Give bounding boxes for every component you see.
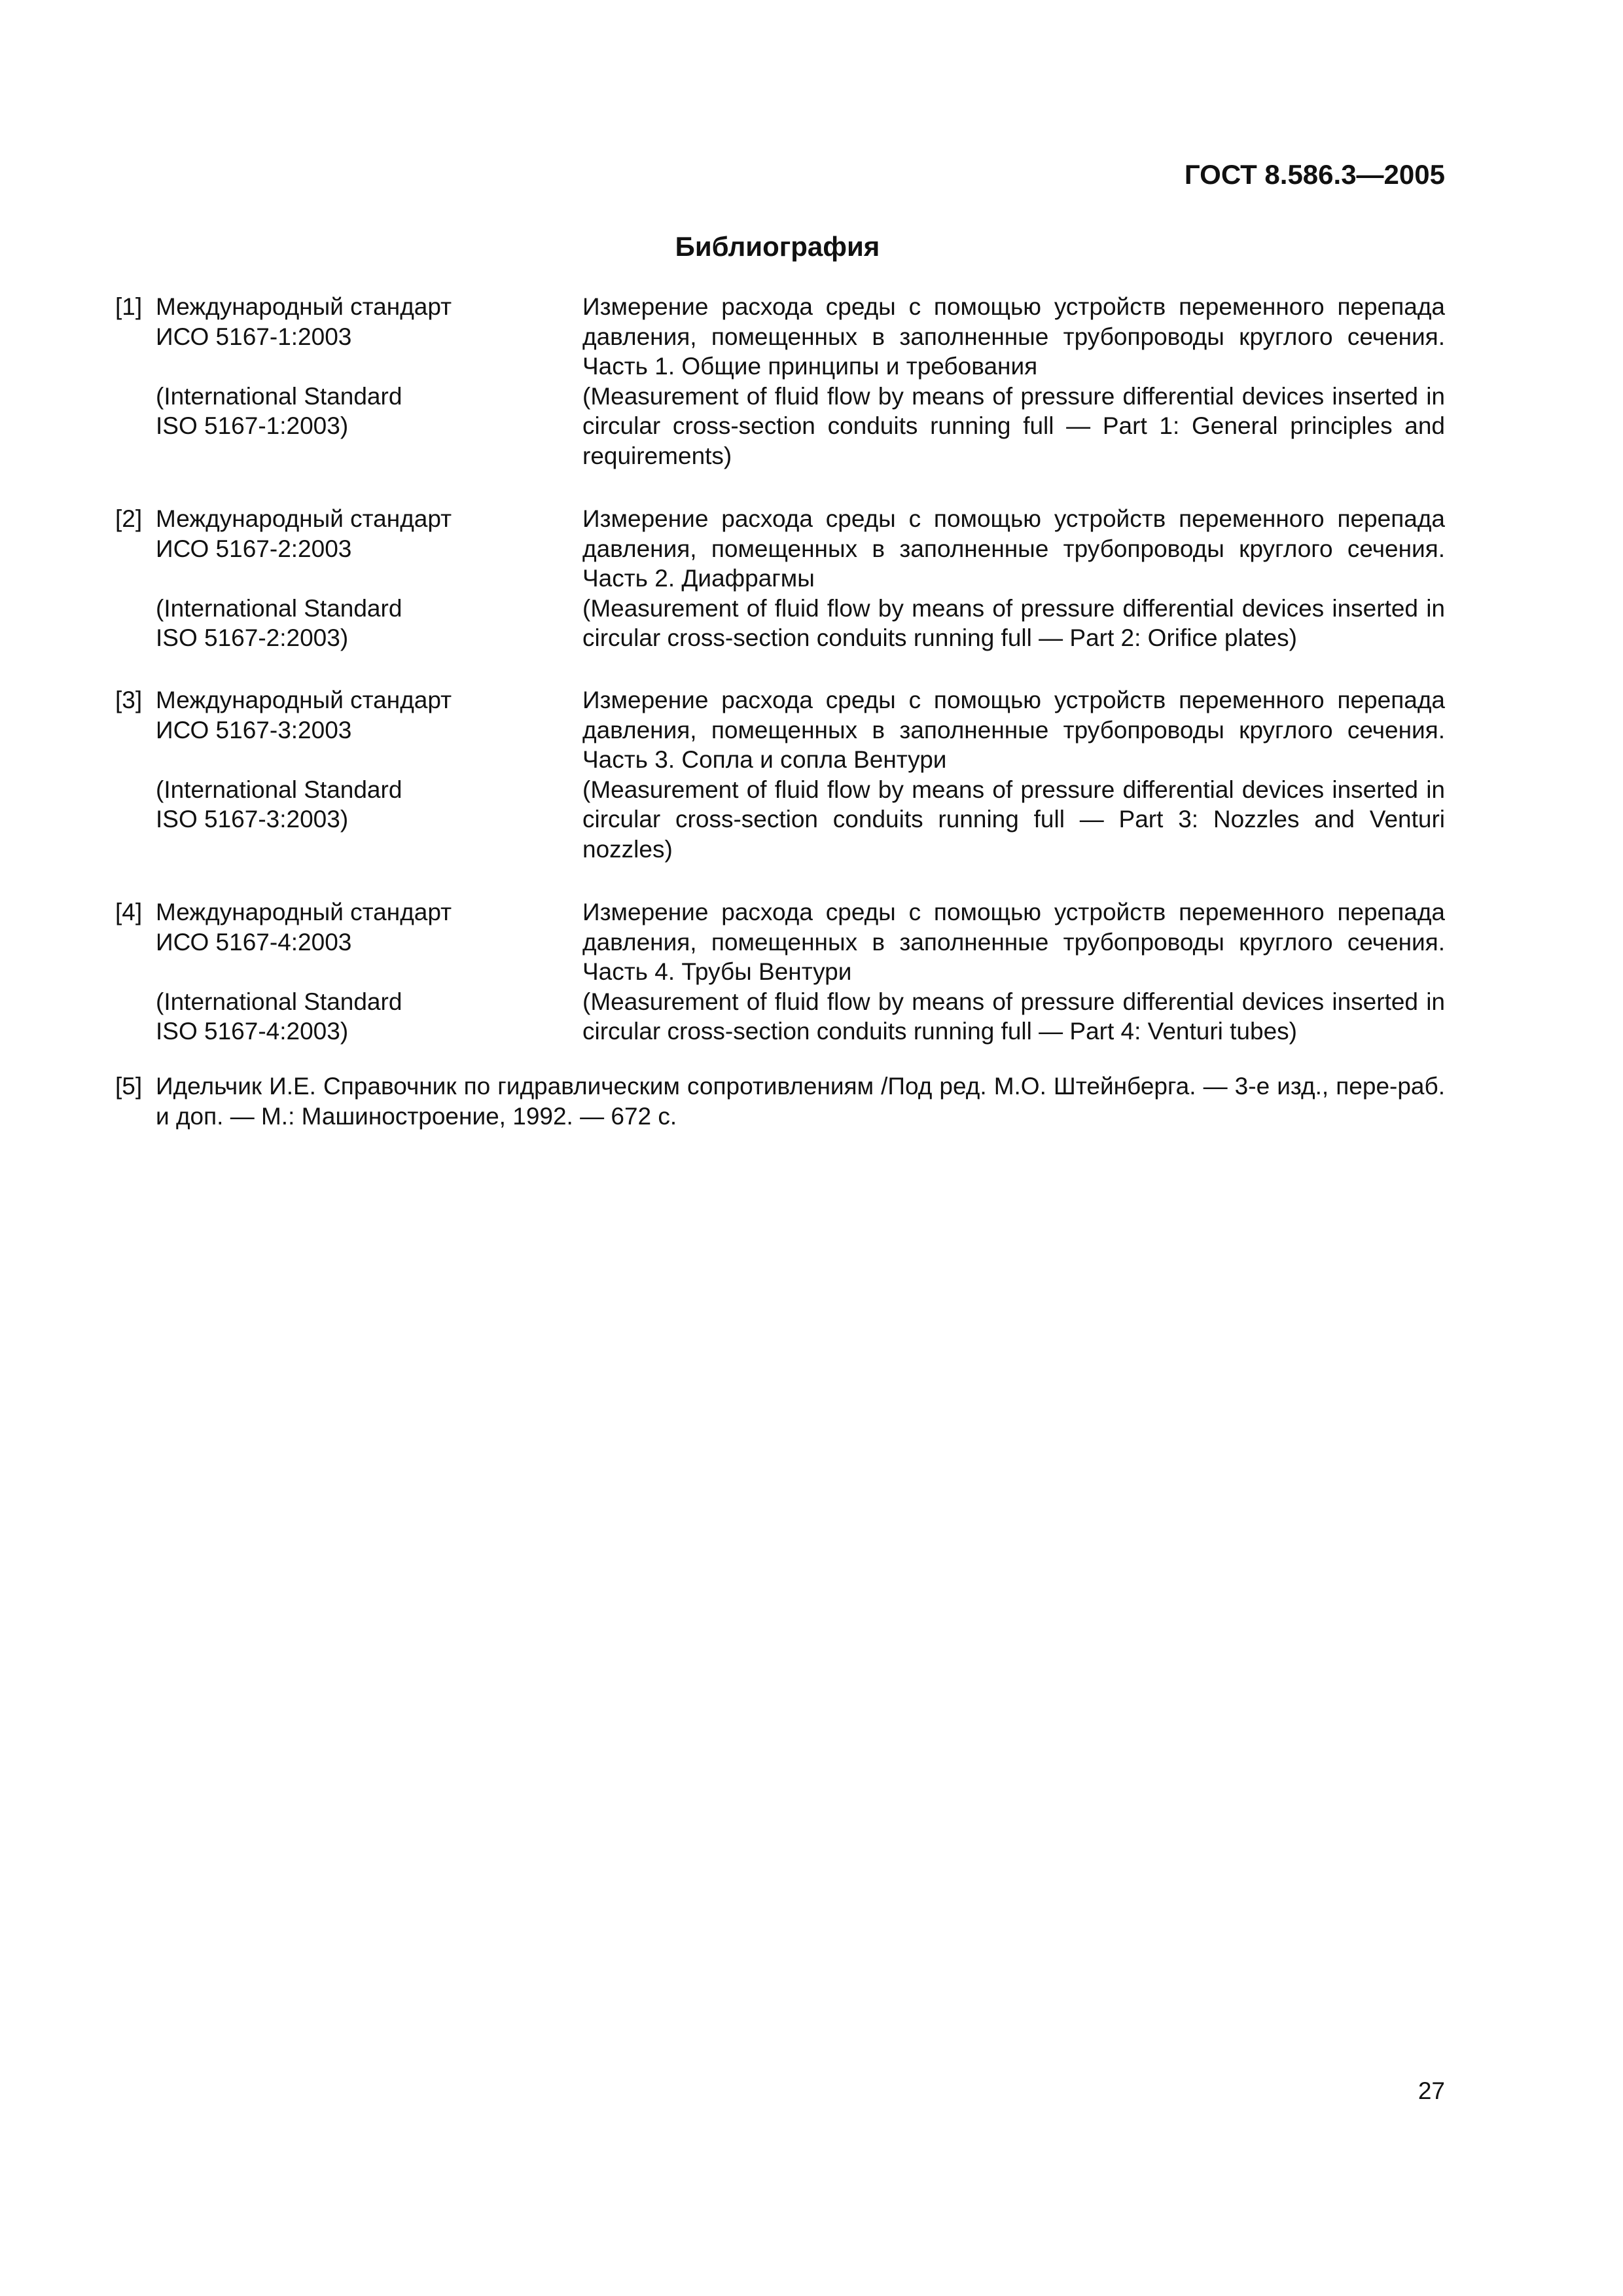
source-ru-code: ИСО 5167-2:2003	[156, 535, 352, 562]
bibliography-entry-1	[115, 292, 1445, 504]
source-en-code: ISO 5167-3:2003)	[156, 806, 349, 833]
entry-title	[582, 685, 1445, 864]
entry-source	[156, 685, 522, 834]
document-code: ГОСТ 8.586.3—2005	[1184, 159, 1445, 190]
title-en: (Measurement of fluid flow by means of pressure differential devices inserted in circular cross-section conduits running full — Part 4: Venturi tubes)	[582, 988, 1445, 1045]
entry-title	[582, 504, 1445, 653]
entry-number: [5]	[115, 1073, 143, 1100]
source-en-code: ISO 5167-1:2003)	[156, 412, 349, 439]
entry-text: Идельчик И.Е. Справочник по гидравлическим сопротивлениям /Под ред. М.О. Штейнберга. — 3-е изд., пере-раб. и доп. — М.: Машиностроение, 1992. — 672 с.	[156, 1073, 1445, 1130]
entry-source	[156, 897, 522, 1047]
source-ru-code: ИСО 5167-4:2003	[156, 928, 352, 956]
entry-number: [1]	[115, 293, 143, 320]
title-ru: Измерение расхода среды с помощью устройств переменного перепада давления, помещенных в заполненные трубопроводы круглого сечения. Часть 2. Диафрагмы	[582, 505, 1445, 592]
source-en-line: (International Standard	[156, 776, 402, 803]
entry-source	[156, 504, 522, 653]
source-en-code: ISO 5167-2:2003)	[156, 624, 349, 651]
source-en-line: (International Standard	[156, 988, 402, 1015]
bibliography-entry-4	[115, 897, 1445, 1071]
bibliography-list	[115, 292, 1445, 1131]
source-en-code: ISO 5167-4:2003)	[156, 1018, 349, 1045]
source-ru-code: ИСО 5167-3:2003	[156, 716, 352, 744]
bibliography-entry-3	[115, 685, 1445, 897]
page-number: 27	[1418, 2077, 1445, 2104]
entry-title	[582, 292, 1445, 471]
title-ru: Измерение расхода среды с помощью устройств переменного перепада давления, помещенных в заполненные трубопроводы круглого сечения. Часть 4. Трубы Вентури	[582, 899, 1445, 985]
title-en: (Measurement of fluid flow by means of pressure differential devices inserted in circular cross-section conduits running full — Part 2: Orifice plates)	[582, 594, 1445, 651]
source-en-line: (International Standard	[156, 382, 402, 410]
source-en-line: (International Standard	[156, 594, 402, 622]
bibliography-entry-2	[115, 504, 1445, 685]
entry-title	[582, 897, 1445, 1047]
entry-number: [2]	[115, 505, 143, 532]
source-ru-code: ИСО 5167-1:2003	[156, 323, 352, 350]
source-ru-line: Международный стандарт	[156, 687, 452, 713]
title-ru: Измерение расхода среды с помощью устройств переменного перепада давления, помещенных в заполненные трубопроводы круглого сечения. Часть 1. Общие принципы и требования	[582, 293, 1445, 380]
title-ru: Измерение расхода среды с помощью устройств переменного перепада давления, помещенных в заполненные трубопроводы круглого сечения. Часть 3. Сопла и сопла Вентури	[582, 687, 1445, 773]
source-ru-line: Международный стандарт	[156, 899, 452, 925]
title-en: (Measurement of fluid flow by means of pressure differential devices inserted in circular cross-section conduits running full — Part 1: General principles and requirements)	[582, 382, 1445, 469]
title-en: (Measurement of fluid flow by means of pressure differential devices inserted in circular cross-section conduits running full — Part 3: Nozzles and Venturi nozzles)	[582, 776, 1445, 863]
source-ru-line: Международный стандарт	[156, 505, 452, 532]
entry-number: [3]	[115, 687, 143, 713]
entry-source	[156, 292, 522, 441]
source-ru-line: Международный стандарт	[156, 293, 452, 320]
bibliography-entry-5	[115, 1071, 1445, 1131]
page-title: Библиография	[675, 231, 880, 262]
entry-number: [4]	[115, 899, 143, 925]
